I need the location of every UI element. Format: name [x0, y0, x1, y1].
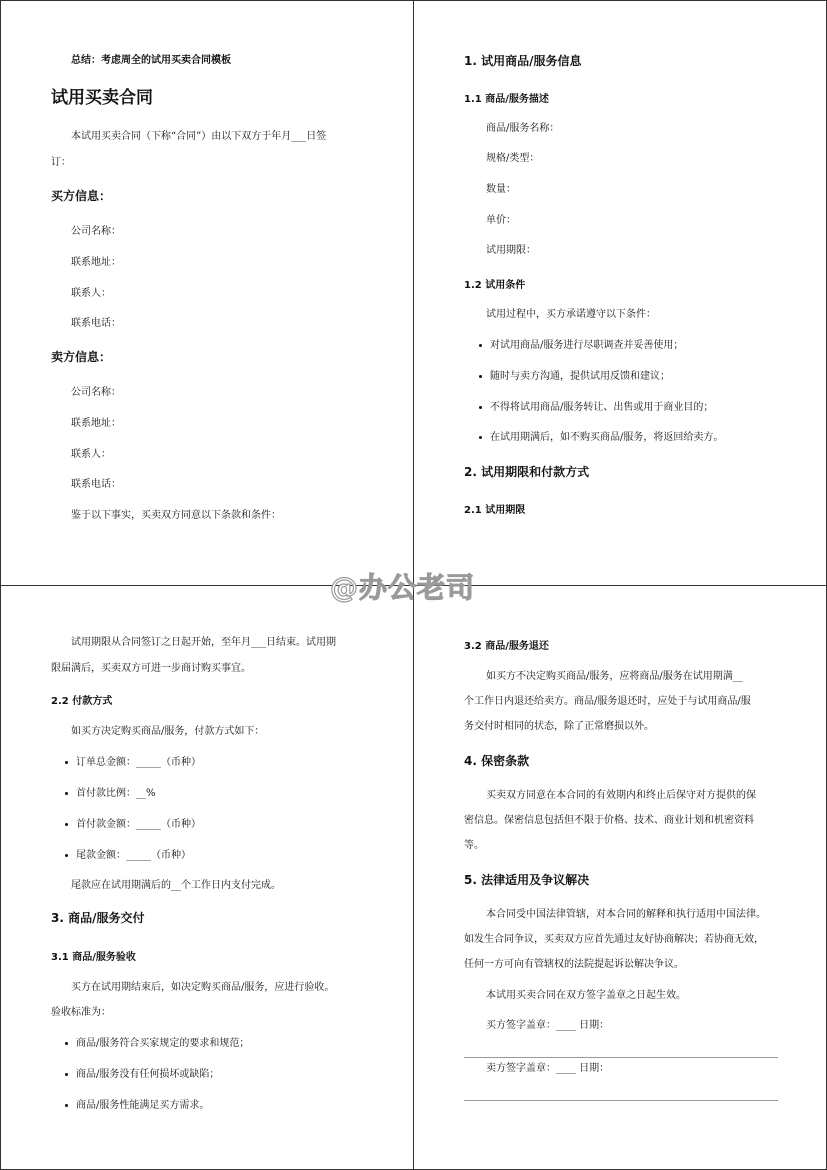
product-field: 规格/类型： [486, 153, 540, 164]
seller-field: 联系电话： [71, 479, 121, 490]
seller-signature-line: 卖方签字盖章：____ 日期： [486, 1063, 610, 1074]
section-2-2-heading: 2.2 付款方式 [51, 696, 113, 707]
acceptance-item: 商品/服务符合买家规定的要求和规范； [76, 1038, 250, 1049]
closing-line: 鉴于以下事实，买卖双方同意以下条款和条件： [71, 510, 281, 521]
bullet-dot [65, 792, 68, 795]
payment-item: 首付款金额：_____（币种） [76, 819, 201, 830]
product-field: 数量： [486, 184, 516, 195]
product-field: 试用期限： [486, 245, 536, 256]
signature-divider [464, 1057, 778, 1058]
page-1 [0, 0, 414, 586]
confidential-line: 等。 [464, 840, 484, 851]
acceptance-line-1: 买方在试用期结束后，如决定购买商品/服务，应进行验收。 [71, 982, 335, 993]
confidential-line: 买卖双方同意在本合同的有效期内和终止后保守对方提供的保 [486, 790, 756, 801]
buyer-signature-line: 买方签字盖章：____ 日期： [486, 1020, 610, 1031]
payment-note: 尾款应在试用期满后的__个工作日内支付完成。 [71, 880, 281, 891]
seller-heading: 卖方信息： [51, 350, 112, 364]
payment-item: 尾款金额：_____（币种） [76, 850, 191, 861]
bullet-dot [479, 406, 482, 409]
bullet-dot [65, 1073, 68, 1076]
intro-line-1: 本试用买卖合同（下称“合同”）由以下双方于年月___日签 [71, 131, 327, 142]
acceptance-line-2: 验收标准为： [51, 1007, 111, 1018]
section-3-heading: 3. 商品/服务交付 [51, 911, 145, 925]
law-line: 如发生合同争议，买卖双方应首先通过友好协商解决；若协商无效， [464, 934, 764, 945]
term-line-1: 试用期限从合同签订之日起开始，至年月___日结束。试用期 [71, 637, 336, 648]
summary-line: 总结：考虑周全的试用买卖合同模板 [71, 55, 231, 66]
buyer-heading: 买方信息： [51, 189, 112, 203]
bullet-dot [479, 375, 482, 378]
bullet-dot [65, 1104, 68, 1107]
section-3-1-heading: 3.1 商品/服务验收 [51, 952, 136, 963]
return-line: 如买方不决定购买商品/服务，应将商品/服务在试用期满__ [486, 671, 743, 682]
bullet-dot [65, 823, 68, 826]
confidential-line: 密信息。保密信息包括但不限于价格、技术、商业计划和机密资料 [464, 815, 754, 826]
intro-line-2: 订： [51, 157, 71, 168]
section-4-heading: 4. 保密条款 [464, 754, 530, 768]
buyer-field: 公司名称： [71, 226, 121, 237]
acceptance-item: 商品/服务没有任何损坏或缺陷； [76, 1069, 220, 1080]
law-line: 本合同受中国法律管辖，对本合同的解释和执行适用中国法律。 [486, 909, 766, 920]
conditions-intro: 试用过程中，买方承诺遵守以下条件： [486, 309, 656, 320]
seller-field: 联系人： [71, 449, 111, 460]
product-field: 单价： [486, 215, 516, 226]
signature-divider [464, 1100, 778, 1101]
section-3-2-heading: 3.2 商品/服务退还 [464, 641, 549, 652]
return-line: 务交付时相同的状态，除了正常磨损以外。 [464, 721, 654, 732]
bullet-dot [479, 344, 482, 347]
payment-intro: 如买方决定购买商品/服务，付款方式如下： [71, 726, 265, 737]
bullet-dot [65, 854, 68, 857]
section-1-1-heading: 1.1 商品/服务描述 [464, 94, 549, 105]
bullet-dot [65, 761, 68, 764]
buyer-field: 联系地址： [71, 257, 121, 268]
condition-item: 在试用期满后，如不购买商品/服务，将返回给卖方。 [490, 432, 724, 443]
section-2-1-heading: 2.1 试用期限 [464, 505, 526, 516]
page-3 [0, 585, 414, 1170]
effective-line: 本试用买卖合同在双方签字盖章之日起生效。 [486, 990, 686, 1001]
section-2-heading: 2. 试用期限和付款方式 [464, 465, 590, 479]
condition-item: 随时与卖方沟通，提供试用反馈和建议； [490, 371, 670, 382]
buyer-field: 联系电话： [71, 318, 121, 329]
product-field: 商品/服务名称： [486, 123, 560, 134]
bullet-dot [65, 1042, 68, 1045]
section-5-heading: 5. 法律适用及争议解决 [464, 873, 590, 887]
condition-item: 对试用商品/服务进行尽职调查并妥善使用； [490, 340, 684, 351]
section-1-heading: 1. 试用商品/服务信息 [464, 54, 582, 68]
page-4 [413, 585, 827, 1170]
seller-field: 联系地址： [71, 418, 121, 429]
payment-item: 订单总金额：_____（币种） [76, 757, 201, 768]
page-2 [413, 0, 827, 586]
bullet-dot [479, 436, 482, 439]
acceptance-item: 商品/服务性能满足买方需求。 [76, 1100, 210, 1111]
document-title: 试用买卖合同 [51, 88, 153, 108]
buyer-field: 联系人： [71, 288, 111, 299]
term-line-2: 限届满后，买卖双方可进一步商讨购买事宜。 [51, 663, 251, 674]
payment-item: 首付款比例：__% [76, 788, 156, 799]
watermark: @办公老司 [330, 571, 476, 604]
law-line: 任何一方可向有管辖权的法院提起诉讼解决争议。 [464, 959, 684, 970]
section-1-2-heading: 1.2 试用条件 [464, 280, 526, 291]
seller-field: 公司名称： [71, 387, 121, 398]
condition-item: 不得将试用商品/服务转让、出售或用于商业目的； [490, 402, 714, 413]
return-line: 个工作日内退还给卖方。商品/服务退还时，应处于与试用商品/服 [464, 696, 751, 707]
